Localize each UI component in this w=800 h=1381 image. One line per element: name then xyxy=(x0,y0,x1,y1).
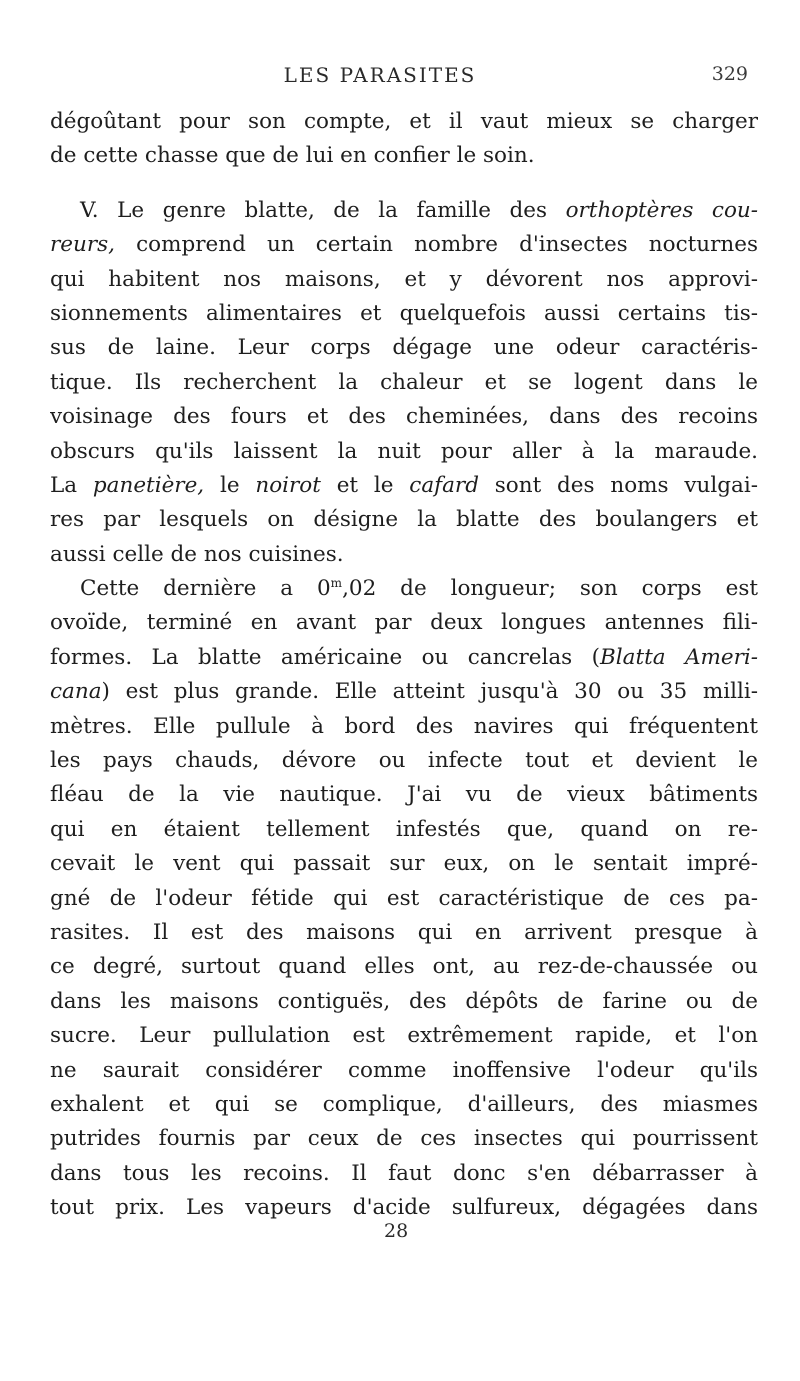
text-line: tique. Ils recherchent la chaleur et se logent dans le xyxy=(50,369,758,395)
text-line: fléau de la vie nautique. J'ai vu de vieux bâtiments xyxy=(50,782,758,808)
text-line: exhalent et qui se complique, d'ailleurs, des miasmes xyxy=(50,1091,758,1117)
unit-superscript: m xyxy=(330,576,343,591)
italic-term: reurs, xyxy=(50,232,115,258)
text-line xyxy=(50,641,758,675)
running-title: LES PARASITES xyxy=(283,63,477,87)
text-segment: ,02 de longueur; son corps est xyxy=(342,576,758,602)
text-line: rasites. Il est des maisons qui en arrivent presque à xyxy=(50,919,758,945)
italic-term: orthoptères cou- xyxy=(565,197,758,223)
text-line: dans les maisons contiguës, des dépôts de farine ou de xyxy=(50,988,758,1014)
text-segment: le xyxy=(204,472,256,498)
text-line xyxy=(50,675,758,709)
text-segment: formes. La blatte américaine ou cancrelas ( xyxy=(50,644,600,670)
text-line: ne saurait considérer comme inoffensive l'odeur qu'ils xyxy=(50,1057,758,1083)
text-segment: La xyxy=(50,472,93,498)
page-number: 329 xyxy=(711,63,748,85)
text-line xyxy=(50,572,758,606)
text-line xyxy=(50,228,758,262)
text-line: cevait le vent qui passait sur eux, on le sentait impré- xyxy=(50,851,758,877)
paragraph-gap xyxy=(50,174,758,194)
italic-term: cafard xyxy=(409,472,479,498)
text-segment: ) est plus grande. Elle atteint jusqu'à 30 ou 35 milli- xyxy=(101,679,758,705)
text-segment: comprend un certain nombre d'insectes nocturnes xyxy=(115,232,758,258)
text-segment: sont des noms vulgai- xyxy=(478,472,758,498)
text-line: sus de laine. Leur corps dégage une odeur caractéris- xyxy=(50,335,758,361)
italic-term: cana xyxy=(50,679,102,705)
text-line: dégoûtant pour son compte, et il vaut mieux se charger xyxy=(50,109,758,134)
text-segment: et le xyxy=(320,472,410,498)
text-line: voisinage des fours et des cheminées, dans des recoins xyxy=(50,404,758,430)
text-line: sucre. Leur pullulation est extrêmement rapide, et l'on xyxy=(50,1023,758,1049)
text-line: tout prix. Les vapeurs d'acide sulfureux, dégagées dans xyxy=(50,1195,758,1221)
text-line: gné de l'odeur fétide qui est caractéristique de ces pa- xyxy=(50,885,758,911)
text-line: res par lesquels on désigne la blatte des boulangers et xyxy=(50,507,758,533)
text-segment: Cette dernière a 0 xyxy=(80,576,331,602)
italic-term: Blatta Ameri- xyxy=(599,644,758,670)
text-line: les pays chauds, dévore ou infecte tout et devient le xyxy=(50,748,758,774)
italic-term: noirot xyxy=(255,472,321,498)
text-line: qui en étaient tellement infestés que, quand on re- xyxy=(50,816,758,842)
text-line: dans tous les recoins. Il faut donc s'en débarrasser à xyxy=(50,1160,758,1186)
text-segment: V. Le genre blatte, de la famille des xyxy=(80,197,566,223)
text-line: aussi celle de nos cuisines. xyxy=(50,541,344,567)
italic-term: panetière, xyxy=(92,472,205,498)
text-line: sionnements alimentaires et quelquefois aussi certains tis- xyxy=(50,300,758,326)
text-line: putrides fournis par ceux de ces insectes qui pourrissent xyxy=(50,1126,758,1152)
body-text xyxy=(50,105,758,1226)
text-line: ovoïde, terminé en avant par deux longues antennes fili- xyxy=(50,610,758,636)
text-line: obscurs qu'ils laissent la nuit pour aller à la maraude. xyxy=(50,438,758,464)
text-line xyxy=(50,194,758,228)
text-line: mètres. Elle pullule à bord des navires qui fréquentent xyxy=(50,713,758,739)
text-line: de cette chasse que de lui en confier le soin. xyxy=(50,143,535,169)
text-line: ce degré, surtout quand elles ont, au rez-de-chaussée ou xyxy=(50,954,758,980)
signature-mark: 28 xyxy=(384,1220,409,1242)
text-line xyxy=(50,469,758,503)
running-header xyxy=(0,63,800,93)
text-line: qui habitent nos maisons, et y dévorent nos approvi- xyxy=(50,266,758,292)
